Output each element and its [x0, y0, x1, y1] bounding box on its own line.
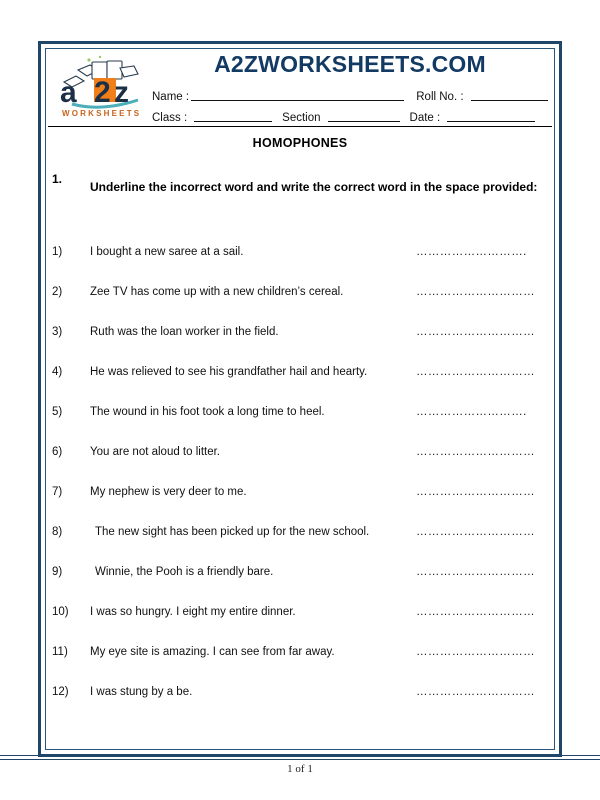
footer-divider-bottom [0, 759, 600, 760]
section-input-line[interactable] [328, 110, 400, 122]
question-row [48, 526, 552, 566]
question-number: 2) [52, 286, 63, 298]
field-row-class [152, 103, 548, 124]
question-text: The new sight has been picked up for the new school. [95, 526, 370, 538]
worksheet-title: HOMOPHONES [252, 136, 348, 150]
svg-text:a: a [60, 76, 77, 109]
question-number: 1) [52, 246, 63, 258]
answer-blank[interactable]: ………………………… [416, 326, 535, 338]
roll-no-input-line[interactable] [471, 89, 548, 101]
question-text: My nephew is very deer to me. [90, 486, 247, 498]
question-row [48, 606, 552, 646]
answer-blank[interactable]: ………………………… [416, 486, 535, 498]
answer-blank[interactable]: ………………………. [416, 246, 527, 258]
question-number: 11) [52, 646, 68, 658]
student-info-fields [152, 82, 548, 124]
question-row [48, 686, 552, 726]
field-row-name [152, 82, 548, 103]
question-text: The wound in his foot took a long time to heel. [90, 406, 325, 418]
question-row [48, 646, 552, 686]
question-text: Winnie, the Pooh is a friendly bare. [95, 566, 274, 578]
class-input-line[interactable] [194, 110, 272, 122]
question-number: 8) [52, 526, 63, 538]
question-list [48, 246, 552, 726]
question-number: 7) [52, 486, 63, 498]
question-row [48, 446, 552, 486]
question-text: I was stung by a be. [90, 686, 193, 698]
worksheet-content [48, 50, 552, 748]
question-text: Zee TV has come up with a new children’s cereal. [90, 286, 344, 298]
question-row [48, 566, 552, 606]
roll-no-label: Roll No. : [416, 91, 464, 103]
svg-text:2: 2 [94, 76, 111, 109]
answer-blank[interactable]: ………………………… [416, 646, 535, 658]
header-divider [48, 126, 552, 127]
question-text: My eye site is amazing. I can see from far away. [90, 646, 335, 658]
site-title: A2ZWORKSHEETS.COM [214, 51, 486, 77]
answer-blank[interactable]: ………………………… [416, 286, 535, 298]
svg-text:z: z [114, 76, 129, 109]
question-number: 4) [52, 366, 63, 378]
answer-blank[interactable]: ………………………. [416, 406, 527, 418]
question-row [48, 366, 552, 406]
section-label: Section [282, 112, 321, 124]
date-input-line[interactable] [447, 110, 535, 122]
question-text: You are not aloud to litter. [90, 446, 221, 458]
answer-blank[interactable]: ………………………… [416, 566, 535, 578]
name-input-line[interactable] [191, 89, 404, 101]
question-row [48, 326, 552, 366]
question-text: I was so hungry. I eight my entire dinner. [90, 606, 296, 618]
a2z-worksheets-logo [54, 54, 150, 126]
question-number: 9) [52, 566, 63, 578]
answer-blank[interactable]: ………………………… [416, 446, 535, 458]
question-number: 10) [52, 606, 69, 618]
question-text: I bought a new saree at a sail. [90, 246, 244, 258]
question-row [48, 406, 552, 446]
svg-text:WORKSHEETS: WORKSHEETS [62, 109, 142, 118]
question-number: 12) [52, 686, 69, 698]
question-number: 3) [52, 326, 63, 338]
logo-artwork [54, 54, 150, 126]
footer-divider-top [0, 755, 600, 756]
question-text: He was relieved to see his grandfather hail and hearty. [90, 366, 368, 378]
question-number: 5) [52, 406, 63, 418]
answer-blank[interactable]: ………………………… [416, 686, 535, 698]
instruction-text: Underline the incorrect word and write the correct word in the space provided: [90, 180, 538, 194]
instruction-number: 1. [52, 172, 63, 186]
answer-blank[interactable]: ………………………… [416, 606, 535, 618]
question-row [48, 286, 552, 326]
answer-blank[interactable]: ………………………… [416, 366, 535, 378]
date-label: Date : [409, 112, 441, 124]
name-label: Name : [152, 91, 190, 103]
question-number: 6) [52, 446, 63, 458]
question-row [48, 246, 552, 286]
question-row [48, 486, 552, 526]
answer-blank[interactable]: ………………………… [416, 526, 535, 538]
class-label: Class : [152, 112, 188, 124]
page-indicator: 1 of 1 [287, 763, 313, 775]
question-text: Ruth was the loan worker in the field. [90, 326, 279, 338]
worksheet-header [48, 50, 552, 128]
